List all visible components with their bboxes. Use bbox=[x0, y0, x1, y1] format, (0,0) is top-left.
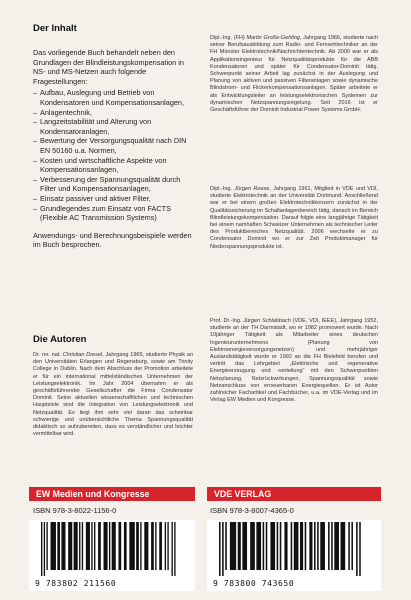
barcode-bar bbox=[74, 522, 78, 570]
bullet-item: – Einsatz passiver und aktiver Filter, bbox=[33, 194, 193, 204]
barcode-bar bbox=[317, 522, 319, 570]
barcode-vde-verlag bbox=[207, 520, 381, 591]
barcode-bar bbox=[46, 522, 47, 570]
barcode-icon bbox=[41, 522, 181, 576]
barcode-bar bbox=[171, 522, 172, 576]
barcode-bar bbox=[266, 522, 268, 570]
barcode-bar bbox=[356, 522, 358, 576]
barcode-ew-medien bbox=[29, 520, 195, 591]
author-title: Dr. rer. nat. bbox=[33, 352, 63, 358]
bullet-item: – Bewertung der Versorgungsqualität nach DIN EN 50160 u.a. Normen, bbox=[33, 136, 193, 155]
barcode-bar bbox=[242, 522, 247, 570]
isbn-vde-verlag: ISBN 978-3-8007-4365-0 bbox=[210, 506, 294, 515]
barcode-bar bbox=[309, 522, 312, 570]
publisher-bar-ew-medien: EW Medien und Kongresse bbox=[29, 487, 195, 501]
barcode-bar bbox=[225, 522, 227, 570]
barcode-bar bbox=[219, 522, 221, 576]
barcode-bar bbox=[151, 522, 154, 570]
barcode-bar bbox=[112, 522, 116, 570]
barcode-digits: 9 783802 211560 bbox=[35, 579, 117, 588]
barcode-bar bbox=[140, 522, 141, 570]
barcode-bar bbox=[305, 522, 307, 570]
contents-heading: Der Inhalt bbox=[33, 23, 77, 34]
barcode-bar bbox=[44, 522, 45, 576]
barcode-bar bbox=[68, 522, 72, 570]
barcode-bar bbox=[270, 522, 275, 570]
barcode-bar bbox=[230, 522, 236, 570]
barcode-bar bbox=[98, 522, 101, 570]
barcode-bar bbox=[320, 522, 325, 570]
barcode-digits: 9 783800 743650 bbox=[213, 579, 295, 588]
barcode-bar bbox=[250, 522, 255, 570]
bullet-item: – Kosten und wirtschaftliche Aspekte von Kompensationsanlagen, bbox=[33, 156, 193, 175]
barcode-bar bbox=[79, 522, 80, 570]
bullet-item: – Anlagentechnik, bbox=[33, 108, 193, 118]
author-bio-text: , Jahrgang 1966, studierte nach seiner Berufsausbildung zum Radio- und Fernsehtechniker an der FH Münster Elektrotechnik/Nachrichtentechnik. Ab 2000 war er als Applikationsingenieur für Netzqualitätsprodukte für die ABB Kondensatoren und später für Condensator-Dominit tätig. Schwerpunkt seiner Arbeit lag zunächst in der Auslegung und Planung von aktiven und passiven Filteranlagen sowie dynamische Blindstrom- und Flickerkompensationsanlagen. Später arbeitete er als Entwicklungsleiter an leistungselektronischen Systemen zur dynamischen Netzspannungsregelung. Seit 2016 ist er Geschäftsführer der Dominit Industrial Power Systems GmbH. bbox=[210, 35, 378, 114]
bullet-item: – Verbesserung der Spannungsqualität durch Filter und Kompensationsanlagen, bbox=[33, 175, 193, 194]
barcode-bar bbox=[256, 522, 261, 570]
barcode-bar bbox=[57, 522, 60, 570]
barcode-bar bbox=[165, 522, 166, 570]
author-title: Prof. Dr.-Ing. bbox=[210, 318, 244, 324]
barcode-bar bbox=[300, 522, 303, 570]
bullet-item: – Grundlegendes zum Einsatz von FACTS (Flexible AC Transmission Systems) bbox=[33, 204, 193, 223]
barcode-bar bbox=[118, 522, 121, 570]
barcode-bar bbox=[331, 522, 333, 570]
barcode-bar bbox=[294, 522, 299, 570]
authors-heading: Die Autoren bbox=[33, 334, 87, 345]
author-bio-text: , Jahrgang 1961, Mitglied in VDE und VDI, studierte Elektrotechnik an der Universität Dortmund. Anschließend war er bei einem großen Elektrotechnikkonzern zunächst in der Qualitätssicherung im Schaltanlagenbereich tätig, danach im Bereich Blindleistungskompensation. Darauf folgte eine langjährige Tätigkeit bei einem namhaften Schweizer Unternehmen als technischer Leiter des Produktbereiches Netzqualität. 2006 wechselte er zu Condensator Dominit wo er zur Zeit Produktmanager für Niederspannungsprodukte ist. bbox=[210, 186, 379, 250]
barcode-bar bbox=[129, 522, 134, 570]
author-name: Martin Große-Gehling bbox=[246, 35, 300, 41]
barcode-bar bbox=[61, 522, 65, 570]
isbn-ew-medien: ISBN 978-3-8022-1156-0 bbox=[33, 506, 117, 515]
barcode-bar bbox=[124, 522, 127, 570]
barcode-bar bbox=[174, 522, 175, 576]
author-title: Dipl.-Ing. bbox=[210, 186, 235, 192]
author-name: Christian Dresel bbox=[62, 352, 103, 358]
author-name: Jürgen Schlabbach bbox=[243, 318, 291, 324]
contents-section bbox=[33, 23, 193, 250]
barcode-bar bbox=[136, 522, 139, 570]
author-bio-reese bbox=[210, 186, 378, 251]
contents-bullet-list bbox=[33, 88, 193, 222]
barcode-bar bbox=[144, 522, 148, 570]
barcode-bar bbox=[334, 522, 339, 570]
barcode-bar bbox=[280, 522, 282, 570]
author-bio-text: (VDE, VDI, IEEE), Jahrgang 1952, studierte an der TH Darmstadt, wo er 1982 promoviert wurde. Nach 10jähriger Tätigkeit als Mitarbeiter eines deutschen Ingenieurunternehmens (Planung von Elektroenergieversorgungsnetzen) und mehrjähriger Auslandstätigkeit wurde er 1992 an die FH Bielefeld berufen und vertritt das Lehrgebiet „Elektrische und regenerative Energieerzeugung und -verteilung“ mit den Schwerpunkten Netzplanung, Netzrückwirkungen, Spannungsqualität sowie Netzanschluss von erneuerbaren Energiequellen. Er ist Autor zahlreicher Fachartikel und Fachbücher, u.a. im VDE-Verlag und im Verlag EW Medien und Kongresse. bbox=[210, 318, 378, 404]
author-bio-grosse-gehling bbox=[210, 35, 378, 114]
contents-closing: Anwendungs- und Berechnungsbeispiele werden im Buch besprochen. bbox=[33, 230, 192, 250]
barcode-bar bbox=[351, 522, 353, 570]
barcode-bar bbox=[86, 522, 90, 570]
barcode-bar bbox=[238, 522, 241, 570]
author-bio-text: , Jahrgang 1965, studierte Physik an den Universitäten Erlangen und Regensburg, sowie am Trinity College in Dublin. Nach dem Abschluss der Promotion arbeitete er für ein international mittelständisches Unternehmen der Leistungselektronik. Im Jahr 2004 übernahm er als geschäftsführender Gesellschafter die Firma Condensator Dominit. Seine aktuellen wissenschaftlichen und technischen Hauptziele sind die Integration von Leistungselektronik und Netzqualität. Es liegt ihm sehr viel daran das scheinbar schwierige und unübersichtliche Thema Spannungsqualität didaktisch so aufzubereiten, dass es verständlicher und leichter vermittelbar wird. bbox=[33, 352, 194, 438]
barcode-bar bbox=[104, 522, 108, 570]
author-title: Dipl.-Ing. (FH) bbox=[210, 35, 247, 41]
barcode-bar bbox=[263, 522, 265, 570]
barcode-bar bbox=[91, 522, 92, 570]
barcode-bar bbox=[222, 522, 224, 576]
publisher-bar-vde-verlag: VDE VERLAG bbox=[207, 487, 381, 501]
author-bio-dresel bbox=[33, 352, 193, 438]
barcode-icon bbox=[219, 522, 367, 576]
barcode-bar bbox=[94, 522, 95, 570]
barcode-bar bbox=[159, 522, 162, 570]
bullet-item: – Langzeitstabilität und Alterung von Kondensatoranlagen, bbox=[33, 117, 193, 136]
barcode-bar bbox=[109, 522, 110, 570]
barcode-bar bbox=[277, 522, 279, 570]
author-name: Jürgen Reese bbox=[234, 186, 270, 192]
barcode-bar bbox=[41, 522, 42, 576]
barcode-bar bbox=[167, 522, 168, 570]
barcode-bar bbox=[155, 522, 156, 570]
barcode-bar bbox=[328, 522, 330, 570]
barcode-bar bbox=[341, 522, 346, 570]
contents-intro: Das vorliegende Buch behandelt neben den Grundlagen der Blindleistungskompensation in NS- und MS-Netzen auch folgende Fragestellungen: bbox=[33, 48, 184, 86]
barcode-bar bbox=[359, 522, 361, 576]
barcode-bar bbox=[348, 522, 350, 570]
barcode-bar bbox=[284, 522, 287, 570]
bullet-item: – Aufbau, Auslegung und Betrieb von Kondensatoren und Kompensationsanlagen, bbox=[33, 88, 193, 107]
author-bio-schlabbach bbox=[210, 318, 378, 404]
barcode-bar bbox=[314, 522, 316, 570]
barcode-bar bbox=[291, 522, 293, 570]
barcode-bar bbox=[51, 522, 56, 570]
barcode-bar bbox=[82, 522, 83, 570]
